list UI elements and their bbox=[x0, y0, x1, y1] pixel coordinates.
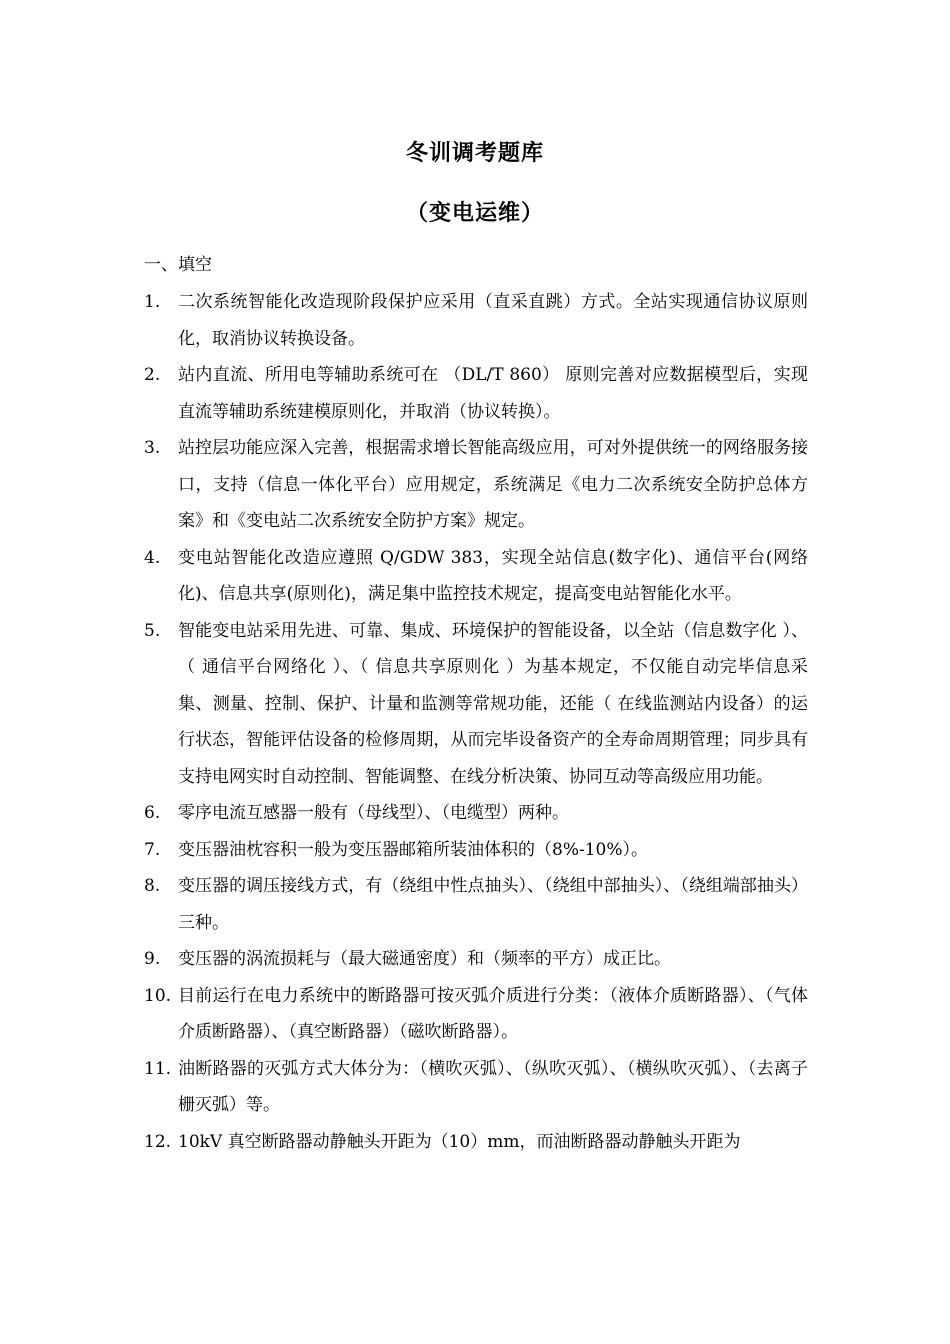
question-text: 变压器油枕容积一般为变压器邮箱所装油体积的（8%-10%）。 bbox=[178, 839, 648, 860]
question-text: 智能变电站采用先进、可靠、集成、环境保护的智能设备，以全站（信息数字化 ）、（ 通信平台网络化 ）、（ 信息共享原则化 ）为基本规定，不仅能自动完毕信息采集、测量、控制、保护、计量和监测等常规功能，还能（ 在线监测站内设备）的运行状态，智能评估设备的检修周期，从而完毕设备资产的全寿命周期管理；同步具有支持电网实时自动控制、智能调整、在线分析决策、协同互动等高级应用功能。 bbox=[178, 620, 808, 787]
question-number: 5. bbox=[144, 620, 161, 641]
question-item bbox=[144, 978, 808, 1051]
question-item bbox=[144, 357, 808, 430]
question-text: 油断路器的灭弧方式大体分为：（横吹灭弧）、（纵吹灭弧）、（横纵吹灭弧）、（去离子栅灭弧）等。 bbox=[178, 1058, 808, 1115]
question-number: 12. bbox=[144, 1131, 172, 1152]
question-number: 10. bbox=[144, 985, 172, 1006]
question-number: 6. bbox=[144, 803, 161, 823]
question-item bbox=[144, 868, 808, 941]
question-number: 2. bbox=[144, 365, 161, 385]
question-text: 站内直流、所用电等辅助系统可在 （DL/T 860） 原则完善对应数据模型后，实现直流等辅助系统建模原则化，并取消（协议转换）。 bbox=[178, 365, 808, 422]
question-number: 4. bbox=[144, 547, 161, 568]
question-item bbox=[144, 1124, 808, 1161]
question-text: 变压器的涡流损耗与（最大磁通密度）和（频率的平方）成正比。 bbox=[178, 949, 671, 969]
question-item bbox=[144, 430, 808, 540]
question-item bbox=[144, 941, 808, 978]
question-text: 10kV 真空断路器动静触头开距为（10）mm，而油断路器动静触头开距为 bbox=[178, 1131, 741, 1152]
question-number: 7. bbox=[144, 839, 161, 860]
question-item bbox=[144, 1051, 808, 1124]
question-number: 9. bbox=[144, 949, 161, 969]
document-subtitle: （变电运维） bbox=[405, 201, 544, 226]
question-item bbox=[144, 613, 808, 796]
question-item bbox=[144, 795, 808, 832]
question-text: 站控层功能应深入完善，根据需求增长智能高级应用，可对外提供统一的网络服务接口，支持（信息一体化平台）应用规定，系统满足《电力二次系统安全防护总体方案》和《变电站二次系统安全防护方案》规定。 bbox=[178, 438, 808, 531]
question-number: 1. bbox=[144, 292, 161, 312]
question-list bbox=[144, 284, 808, 1160]
question-number: 3. bbox=[144, 438, 161, 458]
section-heading: 一、填空 bbox=[144, 255, 212, 275]
question-text: 变电站智能化改造应遵照 Q/GDW 383，实现全站信息(数字化)、通信平台(网络化)、信息共享(原则化)，满足集中监控技术规定，提高变电站智能化水平。 bbox=[178, 547, 808, 604]
question-item bbox=[144, 540, 808, 613]
question-text: 目前运行在电力系统中的断路器可按灭弧介质进行分类：（液体介质断路器）、（气体介质断路器）、（真空断路器）（磁吹断路器）。 bbox=[178, 985, 808, 1042]
document-title: 冬训调考题库 bbox=[405, 141, 544, 166]
question-text: 变压器的调压接线方式，有（绕组中性点抽头）、（绕组中部抽头）、（绕组端部抽头）三种。 bbox=[178, 876, 808, 933]
question-item bbox=[144, 284, 808, 357]
question-item bbox=[144, 832, 808, 869]
question-text: 零序电流互感器一般有（母线型）、（电缆型）两种。 bbox=[178, 803, 569, 823]
question-text: 二次系统智能化改造现阶段保护应采用（直采直跳）方式。全站实现通信协议原则化，取消协议转换设备。 bbox=[178, 292, 808, 349]
question-number: 11. bbox=[144, 1058, 172, 1079]
question-number: 8. bbox=[144, 876, 161, 896]
